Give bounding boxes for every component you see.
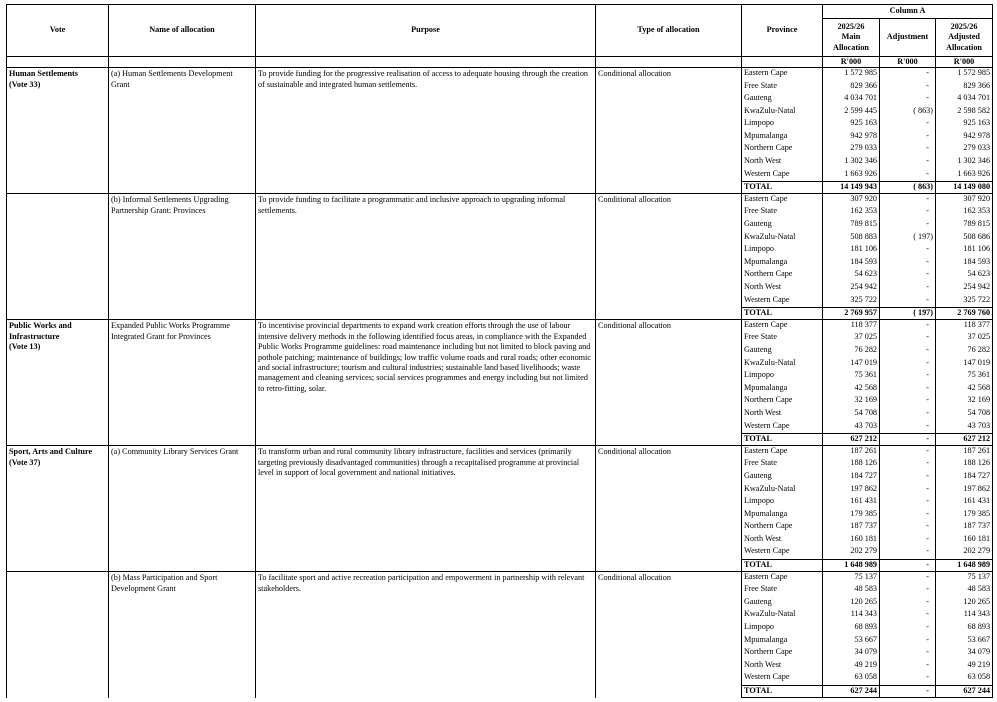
total-label: TOTAL [742, 181, 823, 194]
adjusted-allocation-cell: 307 920 [936, 194, 993, 207]
province-cell: KwaZulu-Natal [742, 106, 823, 119]
adjustment-cell: - [880, 609, 936, 622]
adjusted-allocation-cell: 4 034 701 [936, 93, 993, 106]
allocation-name-cell: Expanded Public Works Programme Integrated Grant for Provinces [109, 320, 256, 446]
main-allocation-cell: 184 727 [823, 471, 880, 484]
adjusted-allocation-cell: 68 893 [936, 622, 993, 635]
main-allocation-cell: 187 737 [823, 521, 880, 534]
adjustment-cell: - [880, 93, 936, 106]
adjusted-allocation-cell: 42 568 [936, 383, 993, 396]
allocation-type-cell: Conditional allocation [596, 194, 742, 320]
adjusted-allocation-cell: 120 265 [936, 597, 993, 610]
province-cell: Limpopo [742, 370, 823, 383]
adjustment-cell: - [880, 282, 936, 295]
header-adjustment: Adjustment [880, 19, 936, 57]
province-cell: North West [742, 156, 823, 169]
allocation-name-cell: (b) Informal Settlements Upgrading Partnership Grant: Provinces [109, 194, 256, 320]
total-main-allocation: 1 648 989 [823, 559, 880, 572]
adjusted-allocation-cell: 184 727 [936, 471, 993, 484]
province-cell: Western Cape [742, 672, 823, 685]
province-cell: Free State [742, 458, 823, 471]
adjustment-cell: ( 863) [880, 106, 936, 119]
adjustment-cell: - [880, 496, 936, 509]
province-cell: Northern Cape [742, 143, 823, 156]
province-cell: Mpumalanga [742, 383, 823, 396]
province-cell: Eastern Cape [742, 320, 823, 333]
adjustment-cell: - [880, 257, 936, 270]
province-cell: Gauteng [742, 471, 823, 484]
allocation-purpose-cell: To facilitate sport and active recreation participation and empowerment in partnership with relevant stakeholders. [256, 572, 596, 698]
main-allocation-cell: 32 169 [823, 395, 880, 408]
adjustment-cell: - [880, 446, 936, 459]
allocation-purpose-cell: To provide funding for the progressive realisation of access to adequate housing through the creation of sustainable and integrated human settlements. [256, 68, 596, 194]
adjustment-cell: - [880, 156, 936, 169]
adjustment-cell: - [880, 534, 936, 547]
adjustment-cell: - [880, 572, 936, 585]
header-type: Type of allocation [596, 5, 742, 57]
province-cell: Free State [742, 81, 823, 94]
province-cell: Free State [742, 206, 823, 219]
unit-label: R'000 [823, 57, 880, 68]
main-allocation-cell: 279 033 [823, 143, 880, 156]
total-adjusted-allocation: 1 648 989 [936, 559, 993, 572]
adjusted-allocation-cell: 161 431 [936, 496, 993, 509]
units-blank-cell [742, 57, 823, 68]
province-cell: Mpumalanga [742, 509, 823, 522]
main-allocation-cell: 925 163 [823, 118, 880, 131]
main-allocation-cell: 54 708 [823, 408, 880, 421]
allocation-purpose-cell: To provide funding to facilitate a programmatic and inclusive approach to upgrading informal settlements. [256, 194, 596, 320]
adjustment-cell: - [880, 660, 936, 673]
header-vote: Vote [7, 5, 109, 57]
main-allocation-cell: 202 279 [823, 546, 880, 559]
total-label: TOTAL [742, 685, 823, 698]
header-main-allocation: 2025/26 Main Allocation [823, 19, 880, 57]
adjusted-allocation-cell: 75 137 [936, 572, 993, 585]
main-allocation-cell: 75 137 [823, 572, 880, 585]
adjustment-cell: - [880, 584, 936, 597]
province-cell: Eastern Cape [742, 572, 823, 585]
adjustment-cell: - [880, 484, 936, 497]
province-cell: Northern Cape [742, 395, 823, 408]
adjustment-cell: - [880, 521, 936, 534]
total-main-allocation: 14 149 943 [823, 181, 880, 194]
province-cell: KwaZulu-Natal [742, 484, 823, 497]
table-row [7, 68, 993, 81]
allocation-purpose-cell: To incentivise provincial departments to expand work creation efforts through the use of labour intensive delivery methods in the following identified focus areas, in compliance with the Expanded Public Works Programme guidelines: road maintenance including but not limited to block paving and pothole patching; maintenance of buildings; low traffic volume roads and rural roads; other economic and social infrastructure; tourism and cultural industries; sustainable land based livelihoods; waste management and cleaning services; social services programmes and energy including but not limited to retro-fitting, solar. [256, 320, 596, 446]
main-allocation-cell: 307 920 [823, 194, 880, 207]
adjustment-cell: - [880, 408, 936, 421]
province-cell: Gauteng [742, 345, 823, 358]
main-allocation-cell: 49 219 [823, 660, 880, 673]
adjustment-cell: - [880, 395, 936, 408]
units-row [7, 57, 993, 68]
total-adjusted-allocation: 627 212 [936, 433, 993, 446]
main-allocation-cell: 162 353 [823, 206, 880, 219]
adjusted-allocation-cell: 181 106 [936, 244, 993, 257]
main-allocation-cell: 43 703 [823, 421, 880, 434]
vote-cell: Human Settlements (Vote 33) [7, 68, 109, 194]
total-label: TOTAL [742, 433, 823, 446]
adjusted-allocation-cell: 254 942 [936, 282, 993, 295]
allocation-name-cell: (b) Mass Participation and Sport Development Grant [109, 572, 256, 698]
adjustment-cell: - [880, 131, 936, 144]
main-allocation-cell: 1 572 985 [823, 68, 880, 81]
province-cell: Northern Cape [742, 647, 823, 660]
adjusted-allocation-cell: 1 302 346 [936, 156, 993, 169]
province-cell: KwaZulu-Natal [742, 609, 823, 622]
main-allocation-cell: 42 568 [823, 383, 880, 396]
adjustment-cell: - [880, 118, 936, 131]
province-cell: Mpumalanga [742, 257, 823, 270]
total-adjustment: - [880, 559, 936, 572]
adjusted-allocation-cell: 76 282 [936, 345, 993, 358]
units-blank-cell [596, 57, 742, 68]
adjustment-cell: - [880, 358, 936, 371]
adjusted-allocation-cell: 162 353 [936, 206, 993, 219]
province-cell: Northern Cape [742, 521, 823, 534]
units-blank-cell [256, 57, 596, 68]
adjustment-cell: - [880, 546, 936, 559]
main-allocation-cell: 829 366 [823, 81, 880, 94]
adjusted-allocation-cell: 49 219 [936, 660, 993, 673]
adjustment-cell: - [880, 647, 936, 660]
total-adjustment: ( 197) [880, 307, 936, 320]
province-cell: Gauteng [742, 219, 823, 232]
adjustment-cell: - [880, 295, 936, 308]
main-allocation-cell: 188 126 [823, 458, 880, 471]
vote-cell: Sport, Arts and Culture (Vote 37) [7, 446, 109, 572]
adjustment-cell: - [880, 269, 936, 282]
adjusted-allocation-cell: 789 815 [936, 219, 993, 232]
adjusted-allocation-cell: 187 737 [936, 521, 993, 534]
allocation-purpose-cell: To transform urban and rural community library infrastructure, facilities and services (primarily targeting previously disadvantaged communities) through a recapitalised programme at provincial level in support of local government and national initiatives. [256, 446, 596, 572]
main-allocation-cell: 184 593 [823, 257, 880, 270]
total-adjusted-allocation: 627 244 [936, 685, 993, 698]
adjusted-allocation-cell: 829 366 [936, 81, 993, 94]
province-cell: Limpopo [742, 496, 823, 509]
province-cell: KwaZulu-Natal [742, 358, 823, 371]
total-label: TOTAL [742, 307, 823, 320]
adjustment-cell: ( 197) [880, 232, 936, 245]
adjusted-allocation-cell: 48 583 [936, 584, 993, 597]
table-row [7, 320, 993, 333]
province-cell: North West [742, 282, 823, 295]
table-row [7, 572, 993, 585]
adjustment-cell: - [880, 332, 936, 345]
adjusted-allocation-cell: 1 572 985 [936, 68, 993, 81]
adjustment-cell: - [880, 206, 936, 219]
main-allocation-cell: 4 034 701 [823, 93, 880, 106]
main-allocation-cell: 53 667 [823, 635, 880, 648]
province-cell: Western Cape [742, 546, 823, 559]
adjustment-cell: - [880, 509, 936, 522]
main-allocation-cell: 37 025 [823, 332, 880, 345]
main-allocation-cell: 179 385 [823, 509, 880, 522]
adjusted-allocation-cell: 32 169 [936, 395, 993, 408]
adjustment-cell: - [880, 219, 936, 232]
province-cell: North West [742, 534, 823, 547]
main-allocation-cell: 54 623 [823, 269, 880, 282]
province-cell: Eastern Cape [742, 194, 823, 207]
adjustment-cell: - [880, 383, 936, 396]
main-allocation-cell: 325 722 [823, 295, 880, 308]
adjusted-allocation-cell: 63 058 [936, 672, 993, 685]
total-main-allocation: 2 769 957 [823, 307, 880, 320]
total-adjustment: - [880, 685, 936, 698]
adjusted-allocation-cell: 184 593 [936, 257, 993, 270]
adjustment-cell: - [880, 244, 936, 257]
main-allocation-cell: 187 261 [823, 446, 880, 459]
main-allocation-cell: 68 893 [823, 622, 880, 635]
adjustment-cell: - [880, 169, 936, 182]
adjusted-allocation-cell: 147 019 [936, 358, 993, 371]
province-cell: Gauteng [742, 93, 823, 106]
adjusted-allocation-cell: 187 261 [936, 446, 993, 459]
main-allocation-cell: 75 361 [823, 370, 880, 383]
allocation-type-cell: Conditional allocation [596, 320, 742, 446]
allocation-name-cell: (a) Human Settlements Development Grant [109, 68, 256, 194]
header-province: Province [742, 5, 823, 57]
adjusted-allocation-cell: 118 377 [936, 320, 993, 333]
adjustment-cell: - [880, 635, 936, 648]
units-blank-cell [7, 57, 109, 68]
adjustment-cell: - [880, 471, 936, 484]
province-cell: Limpopo [742, 118, 823, 131]
allocation-table [6, 4, 993, 698]
adjusted-allocation-cell: 1 663 926 [936, 169, 993, 182]
allocation-type-cell: Conditional allocation [596, 572, 742, 698]
adjusted-allocation-cell: 54 708 [936, 408, 993, 421]
adjusted-allocation-cell: 53 667 [936, 635, 993, 648]
vote-cell [7, 572, 109, 698]
adjustment-cell: - [880, 622, 936, 635]
allocation-type-cell: Conditional allocation [596, 68, 742, 194]
province-cell: Limpopo [742, 244, 823, 257]
main-allocation-cell: 48 583 [823, 584, 880, 597]
table-row [7, 194, 993, 207]
main-allocation-cell: 197 862 [823, 484, 880, 497]
adjustment-cell: - [880, 597, 936, 610]
table-row [7, 446, 993, 459]
main-allocation-cell: 1 663 926 [823, 169, 880, 182]
adjusted-allocation-cell: 925 163 [936, 118, 993, 131]
adjusted-allocation-cell: 75 361 [936, 370, 993, 383]
main-allocation-cell: 181 106 [823, 244, 880, 257]
province-cell: KwaZulu-Natal [742, 232, 823, 245]
adjustment-cell: - [880, 194, 936, 207]
units-blank-cell [109, 57, 256, 68]
main-allocation-cell: 254 942 [823, 282, 880, 295]
main-allocation-cell: 161 431 [823, 496, 880, 509]
allocation-name-cell: (a) Community Library Services Grant [109, 446, 256, 572]
province-cell: Free State [742, 584, 823, 597]
adjusted-allocation-cell: 325 722 [936, 295, 993, 308]
header-name: Name of allocation [109, 5, 256, 57]
vote-cell: Public Works and Infrastructure (Vote 13) [7, 320, 109, 446]
header-column-a: Column A [823, 5, 993, 19]
adjusted-allocation-cell: 508 686 [936, 232, 993, 245]
adjusted-allocation-cell: 54 623 [936, 269, 993, 282]
main-allocation-cell: 147 019 [823, 358, 880, 371]
main-allocation-cell: 120 265 [823, 597, 880, 610]
province-cell: Eastern Cape [742, 446, 823, 459]
adjusted-allocation-cell: 197 862 [936, 484, 993, 497]
main-allocation-cell: 160 181 [823, 534, 880, 547]
main-allocation-cell: 508 883 [823, 232, 880, 245]
adjusted-allocation-cell: 942 978 [936, 131, 993, 144]
adjustment-cell: - [880, 421, 936, 434]
adjusted-allocation-cell: 2 598 582 [936, 106, 993, 119]
main-allocation-cell: 118 377 [823, 320, 880, 333]
total-adjusted-allocation: 14 149 080 [936, 181, 993, 194]
unit-label: R'000 [880, 57, 936, 68]
province-cell: Limpopo [742, 622, 823, 635]
province-cell: Northern Cape [742, 269, 823, 282]
province-cell: Free State [742, 332, 823, 345]
province-cell: Mpumalanga [742, 131, 823, 144]
province-cell: Gauteng [742, 597, 823, 610]
adjustment-cell: - [880, 345, 936, 358]
total-adjustment: - [880, 433, 936, 446]
main-allocation-cell: 34 079 [823, 647, 880, 660]
main-allocation-cell: 942 978 [823, 131, 880, 144]
province-cell: Western Cape [742, 295, 823, 308]
province-cell: Mpumalanga [742, 635, 823, 648]
total-main-allocation: 627 212 [823, 433, 880, 446]
header-purpose: Purpose [256, 5, 596, 57]
province-cell: Western Cape [742, 169, 823, 182]
main-allocation-cell: 63 058 [823, 672, 880, 685]
header-adjusted-allocation: 2025/26 Adjusted Allocation [936, 19, 993, 57]
adjusted-allocation-cell: 114 343 [936, 609, 993, 622]
adjusted-allocation-cell: 43 703 [936, 421, 993, 434]
adjustment-cell: - [880, 672, 936, 685]
adjustment-cell: - [880, 320, 936, 333]
adjusted-allocation-cell: 279 033 [936, 143, 993, 156]
province-cell: Eastern Cape [742, 68, 823, 81]
adjusted-allocation-cell: 160 181 [936, 534, 993, 547]
main-allocation-cell: 2 599 445 [823, 106, 880, 119]
vote-cell [7, 194, 109, 320]
allocation-type-cell: Conditional allocation [596, 446, 742, 572]
total-main-allocation: 627 244 [823, 685, 880, 698]
adjustment-cell: - [880, 458, 936, 471]
main-allocation-cell: 1 302 346 [823, 156, 880, 169]
province-cell: Western Cape [742, 421, 823, 434]
total-adjustment: ( 863) [880, 181, 936, 194]
adjustment-cell: - [880, 81, 936, 94]
adjustment-cell: - [880, 68, 936, 81]
adjusted-allocation-cell: 179 385 [936, 509, 993, 522]
adjusted-allocation-cell: 34 079 [936, 647, 993, 660]
total-label: TOTAL [742, 559, 823, 572]
adjusted-allocation-cell: 188 126 [936, 458, 993, 471]
total-adjusted-allocation: 2 769 760 [936, 307, 993, 320]
main-allocation-cell: 114 343 [823, 609, 880, 622]
adjustment-cell: - [880, 143, 936, 156]
unit-label: R'000 [936, 57, 993, 68]
adjusted-allocation-cell: 202 279 [936, 546, 993, 559]
province-cell: North West [742, 660, 823, 673]
adjusted-allocation-cell: 37 025 [936, 332, 993, 345]
main-allocation-cell: 76 282 [823, 345, 880, 358]
main-allocation-cell: 789 815 [823, 219, 880, 232]
province-cell: North West [742, 408, 823, 421]
adjustment-cell: - [880, 370, 936, 383]
